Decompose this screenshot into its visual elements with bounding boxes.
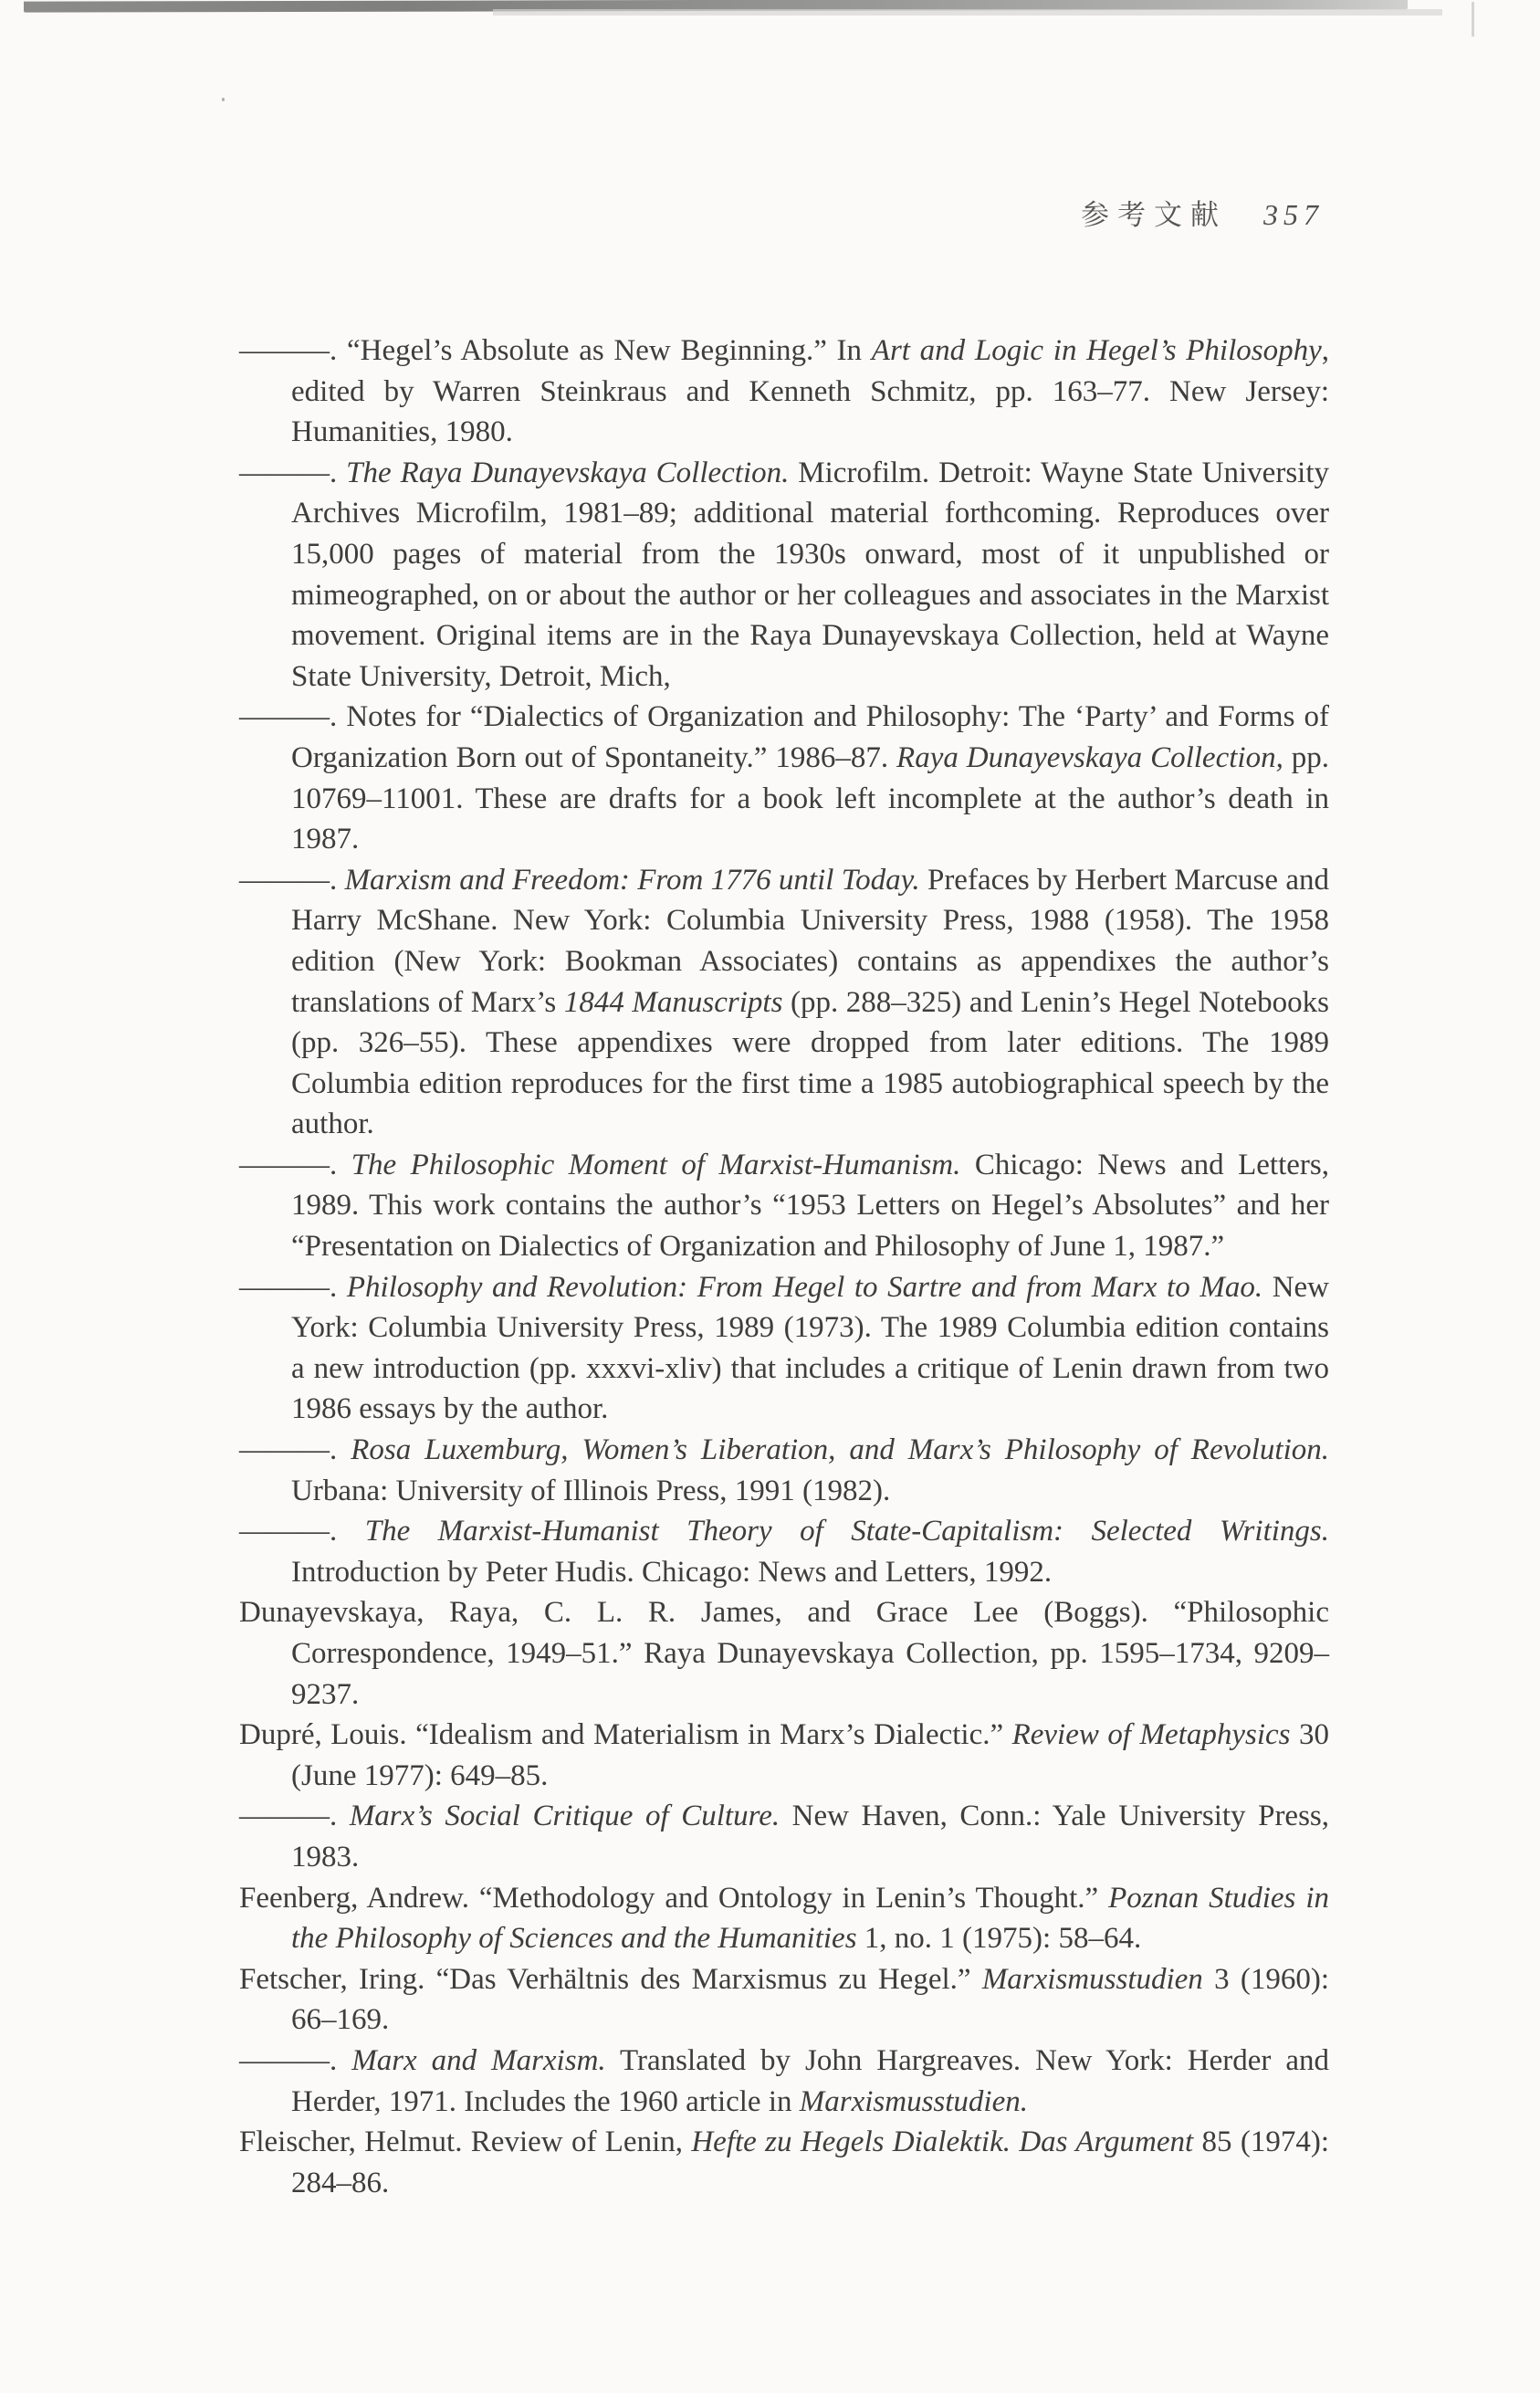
bib-title-italic: Art and Logic in Hegel’s Philosophy <box>871 334 1322 367</box>
bib-entry <box>239 1715 1329 1796</box>
bib-title-italic: 1844 Manuscripts <box>563 985 783 1019</box>
bib-entry <box>239 1796 1329 1877</box>
section-title: 参考文献 <box>1081 199 1227 231</box>
bib-entry <box>239 860 1329 1145</box>
bib-entry <box>239 1430 1329 1511</box>
bibliography <box>239 331 1329 2203</box>
bib-entry <box>239 453 1329 698</box>
bib-text: 85 (1974): 284–86. <box>291 2125 1330 2199</box>
bib-text: ———. <box>239 1515 365 1548</box>
bib-entry <box>239 331 1329 453</box>
bib-entry <box>239 1959 1329 2041</box>
bib-entry <box>239 1267 1329 1430</box>
bib-text: , edited by Warren Steinkraus and Kenneth Schmitz, pp. 163–77. New Jersey: Humanities, 1980. <box>291 334 1329 449</box>
bib-text: Prefaces by Herbert Marcuse and Harry McShane. New York: Columbia University Press, 1988 (1958). The 1958 edition (New York: Bookman Associates) contains as appendixes the author’s translations of Marx’s <box>291 863 1330 1019</box>
bib-text: ———. <box>239 863 345 897</box>
bib-entry <box>239 2122 1329 2203</box>
bib-text: Translated by John Hargreaves. New York: Herder and Herder, 1971. Includes the 1960 article in <box>291 2043 1329 2118</box>
bib-title-italic: Marx and Marxism. <box>351 2043 606 2077</box>
bib-title-italic: Das Argument <box>1019 2125 1194 2159</box>
bib-entry <box>239 2041 1329 2122</box>
scan-edge-artifact-top-light <box>493 9 1442 16</box>
bib-text: Urbana: University of Illinois Press, 1991 (1982). <box>291 1474 891 1507</box>
bib-text: Dupré, Louis. “Idealism and Materialism in Marx’s Dialectic.” <box>239 1718 1012 1752</box>
bib-entry <box>239 697 1329 859</box>
bib-text: ———. <box>239 1270 347 1304</box>
bib-text: ———. <box>239 456 347 489</box>
bib-entry <box>239 1878 1329 1959</box>
bib-text: ———. Notes for “Dialectics of Organization and Philosophy: The ‘Party’ and Forms of Organization Born out of Spontaneity.” 1986–87. <box>239 700 1329 774</box>
bib-text: Dunayevskaya, Raya, C. L. R. James, and Grace Lee (Boggs). “Philosophic Correspondence, 1949–51.” Raya Dunayevskaya Collection, pp. 1595–1734, 9209–9237. <box>239 1596 1329 1711</box>
bib-text: Chicago: News and Letters, 1989. This work contains the author’s “1953 Letters on Hegel’s Absolutes” and her “Presentation on Dialectics of Organization and Philosophy of June 1, 1987.” <box>291 1148 1329 1264</box>
bib-title-italic: Rosa Luxemburg, Women’s Liberation, and Marx’s Philosophy of Revolution. <box>351 1433 1329 1467</box>
bib-title-italic: The Raya Dunayevskaya Collection. <box>346 456 790 489</box>
bib-text: ———. <box>239 1800 350 1833</box>
bib-text: New York: Columbia University Press, 1989 (1973). The 1989 Columbia edition contains a new introduction (pp. xxxvi-xliv) that includes a critique of Lenin drawn from two 1986 essays by the author. <box>291 1270 1330 1426</box>
bib-title-italic: The Marxist-Humanist Theory of State-Capitalism: Selected Writings. <box>364 1515 1329 1548</box>
page-number: 357 <box>1263 198 1324 231</box>
bib-text: 3 (1960): 66–169. <box>291 1962 1330 2037</box>
bib-title-italic: Marxismusstudien <box>981 1962 1203 1996</box>
bib-text: ———. “Hegel’s Absolute as New Beginning.” In <box>239 334 872 367</box>
scan-speckle <box>222 98 225 101</box>
bib-title-italic: The Philosophic Moment of Marxist-Humanism. <box>351 1148 961 1181</box>
bib-title-italic: Poznan Studies in the Philosophy of Sciences and the Humanities <box>291 1881 1330 1956</box>
bib-text: Introduction by Peter Hudis. Chicago: News and Letters, 1992. <box>291 1555 1053 1589</box>
running-head <box>1081 192 1324 233</box>
bib-entry <box>239 1511 1329 1592</box>
bib-text: ———. <box>239 1433 351 1467</box>
bib-text: Microfilm. Detroit: Wayne State University Archives Microfilm, 1981–89; additional material forthcoming. Reproduces over 15,000 pages of material from the 1930s onward, most of it unpublished or mimeographed, on or about the author or her colleagues and associates in the Marxist movement. Original items are in the Raya Dunayevskaya Collection, held at Wayne State University, Detroit, Mich, <box>291 456 1329 693</box>
bib-text: ———. <box>239 2043 352 2077</box>
bib-title-italic: Marxismusstudien. <box>799 2084 1028 2118</box>
bib-text: New Haven, Conn.: Yale University Press, 1983. <box>291 1800 1330 1873</box>
scan-edge-artifact-right <box>1472 2 1474 37</box>
bib-text: ———. <box>239 1148 351 1181</box>
bib-entry <box>239 1592 1329 1715</box>
bib-title-italic: Philosophy and Revolution: From Hegel to Sartre and from Marx to Mao. <box>346 1270 1263 1304</box>
bib-title-italic: Raya Dunayevskaya Collection, <box>896 740 1283 774</box>
bib-text <box>1011 2125 1019 2158</box>
bib-text: 30 (June 1977): 649–85. <box>291 1718 1329 1792</box>
bib-text: 1, no. 1 (1975): 58–64. <box>856 1922 1142 1956</box>
bib-text: (pp. 288–325) and Lenin’s Hegel Notebooks (pp. 326–55). These appendixes were dropped from later editions. The 1989 Columbia edition reproduces for the first time a 1985 autobiographical speech by the author. <box>291 985 1329 1141</box>
bib-title-italic: Hefte zu Hegels Dialektik. <box>691 2125 1011 2159</box>
bib-entry <box>239 1145 1329 1267</box>
bib-text: Feenberg, Andrew. “Methodology and Ontology in Lenin’s Thought.” <box>239 1881 1109 1915</box>
bib-title-italic: Review of Metaphysics <box>1011 1718 1291 1752</box>
bib-text: pp. 10769–11001. These are drafts for a book left incomplete at the author’s death in 1987. <box>291 740 1329 856</box>
bib-title-italic: Marxism and Freedom: From 1776 until Today. <box>344 863 920 897</box>
bib-text: Fleischer, Helmut. Review of Lenin, <box>239 2125 692 2159</box>
bib-title-italic: Marx’s Social Critique of Culture. <box>349 1800 780 1833</box>
bib-text: Fetscher, Iring. “Das Verhältnis des Marxismus zu Hegel.” <box>239 1962 982 1996</box>
